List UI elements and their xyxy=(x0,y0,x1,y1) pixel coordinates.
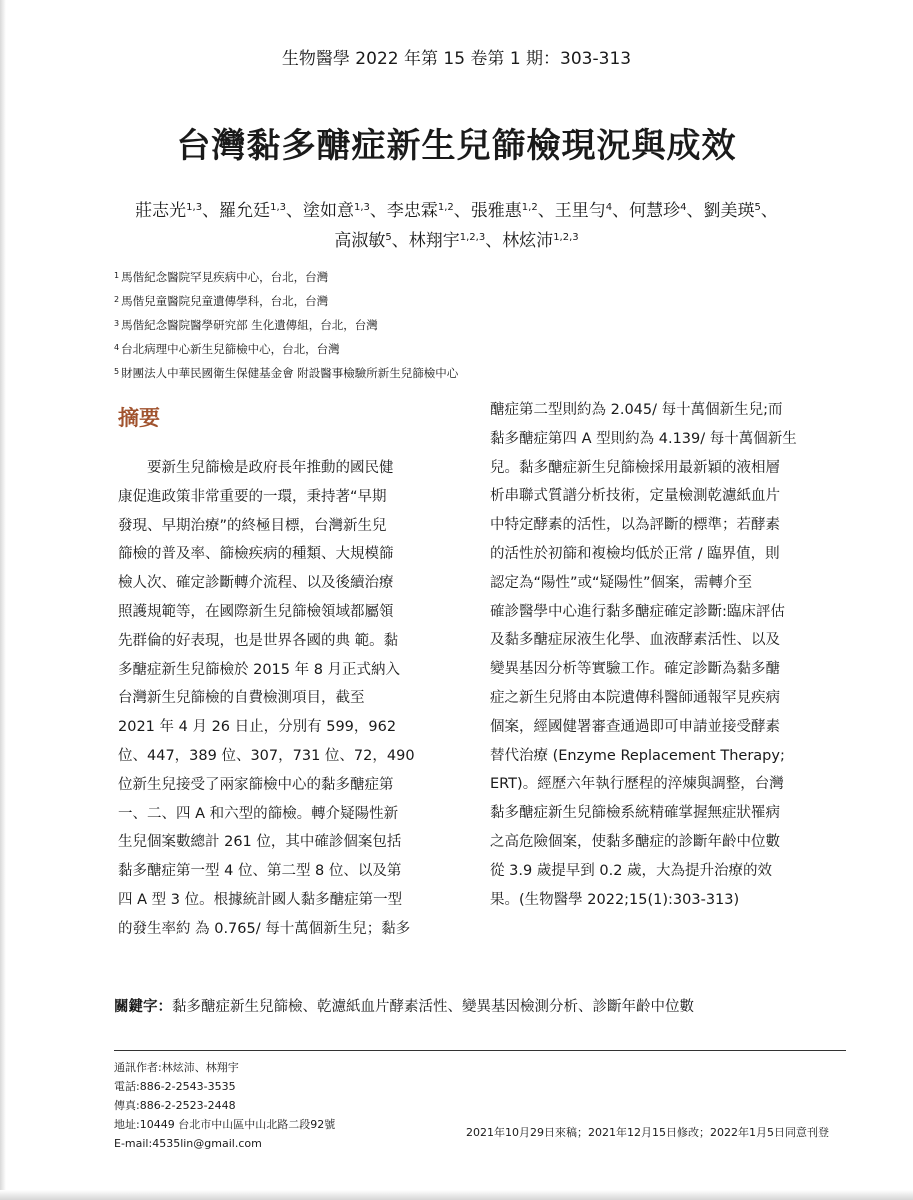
author-name: 李忠霖 xyxy=(386,201,438,221)
author-line-2 xyxy=(60,226,853,256)
author-name: 高淑敏 xyxy=(334,231,386,251)
correspondence-line: 地址:10449 台北市中山區中山北路二段92號 xyxy=(114,1118,336,1131)
author-affiliation-mark: 1,2,3 xyxy=(459,232,486,243)
keywords-label: 關鍵字： xyxy=(114,999,172,1015)
abstract-line: 個案，經國健署審查通過即可申請並接受酵素 xyxy=(490,718,780,735)
author-affiliation-mark: 5 xyxy=(754,202,761,213)
abstract-line: 黏多醣症新生兒篩檢系統精確掌握無症狀罹病 xyxy=(490,805,780,822)
abstract-line: 要新生兒篩檢是政府長年推動的國民健 xyxy=(118,460,394,476)
abstract-line: 發現、早期治療”的終極目標，台灣新生兒 xyxy=(118,517,387,534)
author-name: 張雅惠 xyxy=(470,201,522,221)
page-edge-shadow-left xyxy=(0,0,6,1200)
abstract-line: 位、447，389 位、307，731 位、72，490 xyxy=(118,747,415,764)
abstract-line: ERT)。經歷六年執行歷程的淬煉與調整，台灣 xyxy=(490,776,784,793)
abstract-column-left xyxy=(118,454,448,944)
affiliation-text: 馬偕紀念醫院醫學研究部 生化遺傳組，台北，台灣 xyxy=(121,318,378,332)
author-name: 劉美瑛 xyxy=(703,201,755,221)
affiliation-number: 2 xyxy=(114,295,120,304)
abstract-line: 檢人次、確定診斷轉介流程、以及後續治療 xyxy=(118,575,394,592)
affiliation-list xyxy=(114,265,814,385)
correspondence-line: E-mail:4535lin@gmail.com xyxy=(114,1137,262,1150)
affiliation-text: 馬偕兒童醫院兒童遺傳學科，台北，台灣 xyxy=(121,294,329,308)
author-separator: 、 xyxy=(202,201,220,221)
author-separator: 、 xyxy=(369,201,387,221)
keywords-text: 黏多醣症新生兒篩檢、乾濾紙血片酵素活性、變異基因檢測分析、診斷年齡中位數 xyxy=(172,999,694,1015)
page-edge-shadow-bottom xyxy=(0,1190,913,1200)
affiliation-number: 3 xyxy=(114,319,120,328)
author-name: 林炫沛 xyxy=(502,231,554,251)
abstract-line: 位新生兒接受了兩家篩檢中心的黏多醣症第 xyxy=(118,776,394,793)
author-separator: 、 xyxy=(485,231,503,251)
author-affiliation-mark: 1,2 xyxy=(521,202,538,213)
abstract-line: 多醣症新生兒篩檢於 2015 年 8 月正式納入 xyxy=(118,661,401,678)
keywords xyxy=(114,995,854,1016)
author-affiliation-mark: 5 xyxy=(385,232,392,243)
abstract-line: 的發生率約 為 0.765/ 每十萬個新生兒；黏多 xyxy=(118,920,411,937)
author-affiliation-mark: 1,3 xyxy=(270,202,286,213)
author-name: 羅允廷 xyxy=(219,201,271,221)
author-name: 何慧珍 xyxy=(629,201,681,221)
paper-title: 台灣黏多醣症新生兒篩檢現況與成效 xyxy=(176,126,737,166)
author-affiliation-mark: 1,2,3 xyxy=(553,232,579,243)
abstract-line: 醣症第二型則約為 2.045/ 每十萬個新生兒;而 xyxy=(490,402,783,418)
abstract-line: 的活性於初篩和複檢均低於正常 / 臨界值，則 xyxy=(490,545,780,562)
author-affiliation-mark: 4 xyxy=(680,202,687,213)
abstract-line: 先群倫的好表現，也是世界各國的典 範。黏 xyxy=(118,632,399,649)
author-name: 林翔宇 xyxy=(408,231,460,251)
journal-header: 生物醫學 2022 年第 15 卷第 1 期：303-313 xyxy=(281,49,632,69)
abstract-line: 認定為“陽性”或“疑陽性”個案，需轉介至 xyxy=(490,574,753,591)
author-separator: 、 xyxy=(686,201,704,221)
author-separator: 、 xyxy=(760,201,778,221)
affiliation-item xyxy=(114,265,814,289)
abstract-line: 析串聯式質譜分析技術，定量檢測乾濾紙血片 xyxy=(490,488,780,505)
affiliation-item xyxy=(114,337,814,361)
author-affiliation-mark: 4 xyxy=(605,202,613,213)
author-name: 塗如意 xyxy=(302,201,354,221)
abstract-line: 一、二、四 A 和六型的篩檢。轉介疑陽性新 xyxy=(118,805,399,822)
affiliation-item xyxy=(114,361,814,385)
abstract-heading: 摘要 xyxy=(118,406,160,430)
abstract-line: 2021 年 4 月 26 日止，分別有 599，962 xyxy=(118,719,397,736)
abstract-line: 台灣新生兒篩檢的自費檢測項目，截至 xyxy=(118,690,365,707)
author-separator: 、 xyxy=(391,231,409,251)
abstract-line: 從 3.9 歲提早到 0.2 歲，大為提升治療的效 xyxy=(490,862,773,879)
abstract-line: 生兒個案數總計 261 位，其中確診個案包括 xyxy=(118,834,402,851)
author-affiliation-mark: 1,3 xyxy=(186,202,203,213)
footer-divider xyxy=(114,1050,846,1051)
affiliation-item xyxy=(114,289,814,313)
abstract-column-right xyxy=(490,396,840,914)
abstract-line: 果。(生物醫學 2022;15(1):303-313) xyxy=(490,891,740,908)
affiliation-text: 馬偕紀念醫院罕見疾病中心，台北，台灣 xyxy=(121,270,329,284)
abstract-line: 確診醫學中心進行黏多醣症確定診斷:臨床評估 xyxy=(490,603,785,620)
author-separator: 、 xyxy=(285,201,303,221)
affiliation-number: 1 xyxy=(114,271,120,280)
author-affiliation-mark: 1,3 xyxy=(353,202,370,213)
author-separator: 、 xyxy=(537,201,555,221)
correspondence-line: 電話:886-2-2543-3535 xyxy=(114,1080,236,1093)
submission-dates: 2021年10月29日來稿；2021年12月15日修改；2022年1月5日同意刊登 xyxy=(466,1126,829,1139)
author-affiliation-mark: 1,2 xyxy=(437,202,454,213)
abstract-line: 症之新生兒將由本院遺傳科醫師通報罕見疾病 xyxy=(490,689,780,706)
abstract-line: 四 A 型 3 位。根據統計國人黏多醣症第一型 xyxy=(118,891,403,908)
affiliation-number: 5 xyxy=(114,367,120,376)
author-line-1 xyxy=(60,196,853,226)
author-separator: 、 xyxy=(453,201,471,221)
abstract-line: 變異基因分析等實驗工作。確定診斷為黏多醣 xyxy=(490,661,780,678)
abstract-line: 黏多醣症第四 A 型則約為 4.139/ 每十萬個新生 xyxy=(490,430,797,447)
author-separator: 、 xyxy=(612,201,630,221)
author-name: 王里勻 xyxy=(554,201,606,221)
abstract-line: 康促進政策非常重要的一環，秉持著“早期 xyxy=(118,488,387,505)
abstract-line: 及黏多醣症尿液生化學、血液酵素活性、以及 xyxy=(490,632,780,649)
abstract-line: 照護規範等，在國際新生兒篩檢領域都屬領 xyxy=(118,603,394,620)
affiliation-item xyxy=(114,313,814,337)
correspondence-line: 通訊作者:林炫沛、林翔宇 xyxy=(114,1061,239,1074)
affiliation-text: 台北病理中心新生兒篩檢中心，台北，台灣 xyxy=(121,342,340,356)
correspondence-line: 傳真:886-2-2523-2448 xyxy=(114,1099,236,1112)
abstract-line: 之高危險個案，使黏多醣症的診斷年齡中位數 xyxy=(490,833,780,850)
author-list xyxy=(60,196,853,256)
affiliation-number: 4 xyxy=(114,343,120,352)
author-name: 莊志光 xyxy=(135,201,187,221)
abstract-line: 黏多醣症第一型 4 位、第二型 8 位、以及第 xyxy=(118,863,402,880)
abstract-line: 篩檢的普及率、篩檢疾病的種類、大規模篩 xyxy=(118,546,394,563)
abstract-line: 兒。黏多醣症新生兒篩檢採用最新穎的液相層 xyxy=(490,459,780,476)
abstract-line: 替代治療 (Enzyme Replacement Therapy; xyxy=(490,747,785,764)
abstract-line: 中特定酵素的活性，以為評斷的標準；若酵素 xyxy=(490,517,780,534)
affiliation-text: 財團法人中華民國衛生保健基金會 附設醫事檢驗所新生兒篩檢中心 xyxy=(121,366,459,380)
correspondence-info xyxy=(114,1058,335,1153)
